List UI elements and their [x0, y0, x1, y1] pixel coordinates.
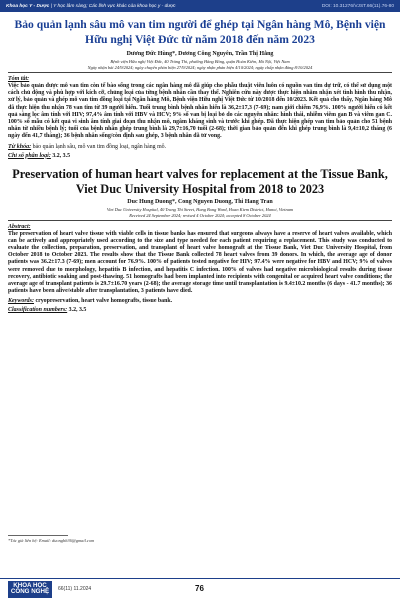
- vi-classification-value: 3.2, 3.5: [52, 152, 71, 159]
- vi-title: Bảo quản lạnh sâu mô van tim người để ghép tại Ngân hàng Mô, Bệnh viện Hữu nghị Việt Đức từ năm 2018 đến năm 2023: [14, 18, 386, 46]
- corresponding-author: *Tác giả liên hệ: Email: duonghh36@gmail.com: [8, 538, 95, 543]
- vi-abstract: Việc bảo quản được mô van tim còn tế bào sống trong các ngân hàng mô đã giúp cho phẫu thuật viên luôn có nguồn van tim dự trữ, có thể sử dụng một cách chủ động và phù hợp với kích cỡ, chủng loại của từng bệnh nhân cần thay thế. Nghiên cứu này được thực hiện nhằm nhận xét tình hình thu nhận, xử lý, bảo quản và ghép mô van tim đồng loại tại Ngân hàng Mô, Bệnh viện Hữu nghị Việt Đức từ 10/2018 đến 10/2023. Kết quả cho thấy, Ngân hàng Mô đã thực hiện thu nhận 78 van tim từ 39 người hiến. Tuổi trung bình bệnh nhân hiến là 36,2±17,3 (7-69); nam giới chiếm 76,9%. 100% người hiến có kết quả sàng lọc âm tính với HIV; 97,4% âm tính với HBV và HCV; 9% số van bị loại bỏ do các nguyên nhân: hình thái, nhiễm viêm gan B và viêm gan C. 100% số mẫu có kết quả vi sinh âm tính giai đoạn thu nhận mô, ngâm kháng sinh và trước khi ghép. Đã thực hiện ghép van tim bảo quản cho 51 bệnh nhân từ nhiều bệnh lý; tuổi của bệnh nhân ghép trung bình là 29,7±16,70 tuổi (2-68); thời gian bảo quản đến khi ghép trung bình là 9,4±10,2 tháng (6 ngày đến 41,7 tháng); 36 bệnh nhân sống/còn định sau ghép, 3 bệnh nhân đã tử vong.: [8, 83, 392, 140]
- en-classification: [8, 307, 392, 313]
- journal-name: Khoa học Y - Dược: [6, 3, 50, 9]
- journal-header: Khoa học Y - Dược | Y học lâm sàng; Các lĩnh vực khác của khoa học y - dược DOI: 10.31276/VJST.66(11).76-80: [0, 0, 400, 12]
- vi-keywords-value: bảo quản lạnh sâu, mô van tim đồng loại, ngân hàng mô.: [32, 143, 167, 150]
- en-dates: Received 24 September 2024; revised 4 October 2024; accepted 8 October 2024: [129, 212, 271, 218]
- page-number: 76: [195, 584, 204, 593]
- vi-classification-label: Chỉ số phân loại:: [8, 152, 51, 159]
- divider: [8, 220, 392, 221]
- en-classification-value: 3.2, 3.5: [68, 307, 87, 314]
- vi-dates: Ngày nhận bài 24/9/2024; ngày chuyển phản biện 27/9/2024; ngày nhận phản biện 4/10/2024; ngày chấp nhận đăng 8/10/2024: [87, 65, 313, 70]
- page-footer: [0, 578, 400, 600]
- journal-tagline: Y học lâm sàng; Các lĩnh vực khác của khoa học y - dược: [53, 3, 176, 9]
- vi-abstract-label: Tóm tắt:: [8, 76, 30, 82]
- doi[interactable]: DOI: 10.31276/VJST.66(11).76-80: [321, 3, 394, 9]
- vi-classification: [8, 153, 392, 159]
- en-abstract: The preservation of heart valve tissue with viable cells in tissue banks has ensured that surgeons always have a reserve of heart valves available, which can be actively and appropriately used according to the size and type needed for each patient requiring a replacement. This study was conducted to evaluate the collection, preparation, preservation, and transplant of heart valve homograft at the Tissue Bank, Viet Duc University Hospital, from October 2018 to October 2023. The results show that the Tissue Bank collected 78 heart valves from 39 donors. In which, the average age of donor patients was 36.2±17.3 (7-69); men account for 76.9%. 100% of patients tested negative for HIV; 97.4% were negative for HBV and HCV; 9% of valves were removed due to morphology, hepatitis B infection, and hepatitis C infection. 100% of valves had negative microbiological results during tissue recovery, antibiotic soaking and post-thawing. 51 homografts had been implanted into recipients with congenital or acquired heart valve conditions; the average age of transplant patients is 29.7±16.70 years (2-68); the average storage time until transplantation is 9.4±10.2 months (6 days - 41.7 months); 36 patients have been alive/stable after transplantation, 3 patients have died.: [8, 230, 392, 295]
- issue-number: 66(11) 11.2024: [58, 586, 92, 592]
- en-keywords-value: cryopreservation, heart valve homografts, tissue bank.: [35, 298, 173, 305]
- article-content: [8, 17, 392, 313]
- en-classification-label: Classification numbers:: [8, 307, 68, 314]
- vi-keywords-label: Từ khóa:: [8, 143, 32, 150]
- en-abstract-label: Abstract:: [8, 223, 31, 230]
- footnote-rule: [8, 535, 68, 536]
- vi-authors: Dương Đức Hùng*, Dương Công Nguyên, Trần Thị Hằng: [126, 51, 274, 57]
- en-keywords-label: Keywords:: [8, 298, 34, 305]
- footnote: [8, 535, 392, 543]
- divider: [8, 72, 392, 73]
- en-title: Preservation of human heart valves for replacement at the Tissue Bank, Viet Duc University Hospital from 2018 to 2023: [12, 166, 388, 196]
- en-keywords: [8, 298, 392, 304]
- vi-affiliation: Bệnh viện Hữu nghị Việt Đức, 40 Tràng Thi, phường Hàng Bông, quận Hoàn Kiếm, Hà Nội, Việt Nam: [110, 59, 290, 64]
- en-authors: Duc Hung Duong*, Cong Nguyen Duong, Thi Hang Tran: [127, 198, 273, 205]
- en-affiliation: Viet Duc University Hospital, 40 Trang Thi Street, Hang Bong Ward, Hoan Kiem District, Hanoi, Vietnam: [106, 206, 294, 212]
- vi-keywords: [8, 144, 392, 150]
- journal-logo: KHOA HỌC CÔNG NGHỆ: [8, 581, 52, 598]
